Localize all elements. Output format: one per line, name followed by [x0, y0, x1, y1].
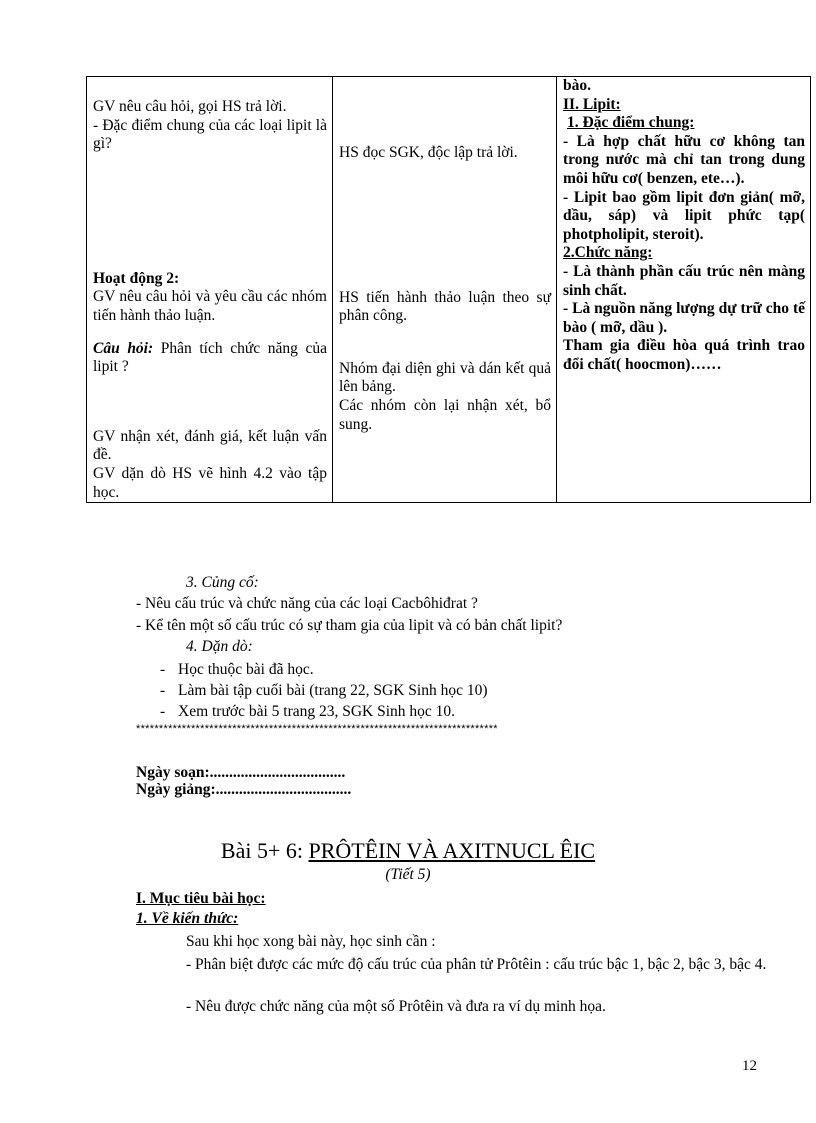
activity-2-text: GV nêu câu hỏi và yêu cầu các nhóm tiến hành thảo luận.	[93, 288, 327, 324]
question-text: Phân tích chức năng của lipit ?	[93, 339, 327, 376]
function-2: - Là nguồn năng lượng dự trữ cho tế bào ( mỡ, dầu ).	[563, 300, 805, 336]
table-row	[87, 77, 811, 503]
content-cell	[557, 77, 811, 503]
subheading-functions: 2.Chức năng:	[563, 244, 653, 262]
section-lipit-heading: II. Lipit:	[563, 95, 621, 113]
consolidate-question-1: - Nêu cấu trúc và chức năng của các loại Cacbôhiđrat ?	[136, 595, 478, 612]
lesson-name: PRÔTÊIN VÀ AXITNUCL ÊIC	[308, 838, 596, 863]
subheading-characteristics: 1. Đặc điểm chung:	[567, 114, 695, 132]
lesson-period: (Tiết 5)	[385, 866, 431, 883]
consolidate-heading: 3. Củng cố:	[186, 574, 259, 591]
student-discussion: HS tiến hành thảo luận theo sự phân công.	[339, 288, 551, 325]
homework-list	[152, 659, 488, 722]
teacher-homework-note: GV dặn dò HS vẽ hình 4.2 vào tập học.	[93, 464, 327, 501]
objectives-intro: Sau khi học xong bài này, học sinh cần :	[186, 933, 436, 950]
characteristic-2: - Lipit bao gồm lipit đơn giản( mỡ, dầu, sáp) và lipit phức tạp( photpholipit, steroit).	[563, 188, 805, 243]
activity-2-heading: Hoạt động 2:	[93, 269, 180, 287]
characteristic-1: - Là hợp chất hữu cơ không tan trong nước mà chỉ tan trong dung môi hữu cơ( benzen, ete…).	[563, 132, 805, 187]
prep-date: Ngày soạn:...................................	[136, 764, 346, 781]
lesson-plan-table	[86, 76, 811, 503]
objectives-heading: I. Mục tiêu bài học:	[136, 890, 266, 907]
homework-heading: 4. Dặn dò:	[186, 638, 253, 655]
function-3: Tham gia điều hòa quá trình trao đổi chất( hoocmon)……	[563, 337, 805, 373]
knowledge-heading: 1. Về kiến thức:	[136, 910, 239, 927]
list-item: - Học thuộc bài đã học.	[152, 659, 488, 680]
other-groups: Các nhóm còn lại nhận xét, bổ sung.	[339, 396, 551, 433]
list-item: - Làm bài tập cuối bài (trang 22, SGK Sinh học 10)	[152, 680, 488, 701]
group-representative: Nhóm đại diện ghi và dán kết quả lên bảng.	[339, 359, 551, 396]
page-number: 12	[742, 1058, 757, 1074]
lesson-dates	[136, 764, 351, 798]
teacher-assessment: GV nhận xét, đánh giá, kết luận vấn đề.	[93, 427, 327, 464]
student-answer: HS đọc SGK, độc lập trả lời.	[339, 144, 518, 161]
question-label: Câu hỏi:	[93, 339, 154, 357]
teacher-question-intro: GV nêu câu hỏi, gọi HS trả lời.	[93, 98, 287, 115]
objective-1: - Phân biệt được các mức độ cấu trúc của phân tử Prôtêin : cấu trúc bậc 1, bậc 2, bậc 3, bậc 4.	[186, 956, 767, 973]
lesson-title	[0, 838, 816, 864]
objective-2: - Nêu được chức năng của một số Prôtêin và đưa ra ví dụ minh họa.	[186, 998, 606, 1015]
separator-line: *******************************************************************************	[136, 723, 498, 735]
teacher-activity-cell	[87, 77, 333, 503]
teach-date: Ngày giảng:...................................	[136, 781, 352, 798]
content-continued: bào.	[563, 77, 591, 94]
consolidate-question-2: - Kể tên một số cấu trúc có sự tham gia của lipit và có bản chất lipit?	[136, 617, 563, 634]
list-item: - Xem trước bài 5 trang 23, SGK Sinh học 10.	[152, 701, 488, 722]
teacher-question-text: - Đặc điểm chung của các loại lipit là gì?	[93, 116, 327, 153]
function-1: - Là thành phần cấu trúc nên màng sinh chất.	[563, 262, 805, 299]
question-block	[93, 340, 327, 377]
lesson-prefix: Bài 5+ 6:	[220, 838, 309, 863]
student-activity-cell	[333, 77, 557, 503]
